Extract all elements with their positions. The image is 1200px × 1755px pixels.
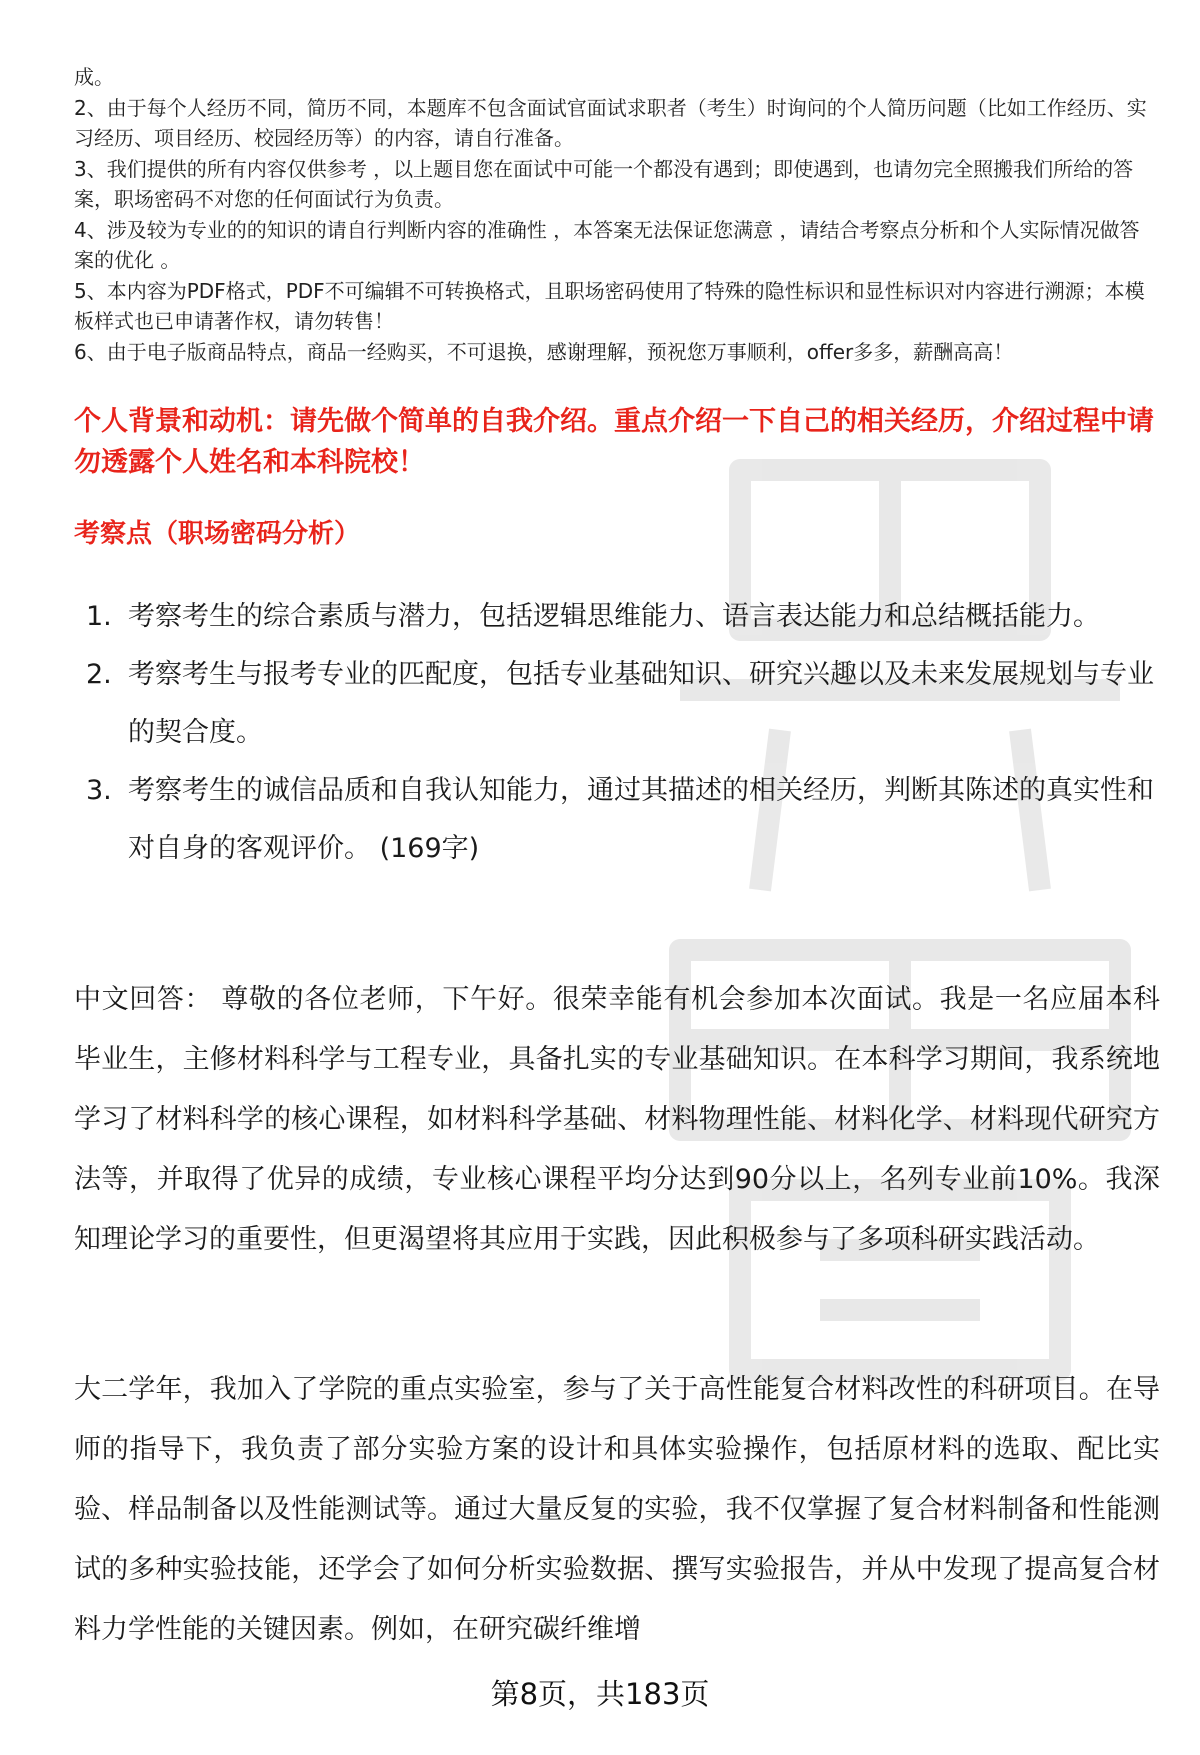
note-line: 4、涉及较为专业的的知识的请自行判断内容的准确性 ，本答案无法保证您满意 ，请结合考察点分析和个人实际情况做答案的优化 。 (74, 217, 1140, 272)
list-number: 1. (86, 601, 112, 632)
experience-paragraph: 大二学年，我加入了学院的重点实验室，参与了关于高性能复合材料改性的科研项目。在导师的指导下，我负责了部分实验方案的设计和具体实验操作，包括原材料的选取、配比实验、样品制备以及性能测试等。通过大量反复的实验，我不仅掌握了复合材料制备和性能测试的多种实验技能，还学会了如何分析实验数据、撰写实验报告，并从中发现了提高复合材料力学性能的关键因素。例如，在研究碳纤维增 (74, 1374, 1160, 1645)
list-text: 考察考生的诚信品质和自我认知能力，通过其描述的相关经历，判断其陈述的真实性和对自身的客观评价。 (169字) (128, 775, 1154, 864)
page-footer: 第8页，共183页 (490, 1677, 710, 1711)
note-line: 6、由于电子版商品特点，商品一经购买，不可退换，感谢理解，预祝您万事顺利，offer多多，薪酬高高！ (74, 339, 1014, 364)
list-item (74, 646, 1154, 762)
list-item (74, 762, 1154, 878)
list-text: 考察考生的综合素质与潜力，包括逻辑思维能力、语言表达能力和总结概括能力。 (128, 601, 1100, 632)
list-number: 3. (86, 775, 112, 806)
list-number: 2. (86, 659, 112, 690)
note-line: 2、由于每个人经历不同，简历不同，本题库不包含面试官面试求职者（考生）时询问的个人简历问题（比如工作经历、实习经历、项目经历、校园经历等）的内容，请自行准备。 (74, 95, 1147, 150)
disclaimer-notes (74, 62, 1154, 367)
answer-paragraph: 中文回答： 尊敬的各位老师，下午好。很荣幸能有机会参加本次面试。我是一名应届本科毕业生，主修材料科学与工程专业，具备扎实的专业基础知识。在本科学习期间，我系统地学习了材料科学的核心课程，如材料科学基础、材料物理性能、材料化学、材料现代研究方法等，并取得了优异的成绩，专业核心课程平均分达到90分以上，名列专业前10%。我深知理论学习的重要性，但更渴望将其应用于实践，因此积极参与了多项科研实践活动。 (74, 984, 1160, 1255)
question-heading: 个人背景和动机：请先做个简单的自我介绍。重点介绍一下自己的相关经历，介绍过程中请勿透露个人姓名和本科院校！ (74, 406, 1154, 478)
note-line: 3、我们提供的所有内容仅供参考 ，以上题目您在面试中可能一个都没有遇到；即使遇到，也请勿完全照搬我们所给的答案，职场密码不对您的任何面试行为负责。 (74, 156, 1134, 211)
list-item (74, 588, 1154, 646)
list-text: 考察考生与报考专业的匹配度，包括专业基础知识、研究兴趣以及未来发展规划与专业的契合度。 (128, 659, 1154, 748)
note-line: 成。 (74, 65, 114, 89)
note-line: 5、本内容为PDF格式，PDF不可编辑不可转换格式，且职场密码使用了特殊的隐性标识和显性标识对内容进行溯源；本模板样式也已申请著作权，请勿转售！ (74, 278, 1145, 333)
points-heading: 考察点（职场密码分析） (74, 519, 361, 549)
assessment-points-list (74, 588, 1154, 878)
